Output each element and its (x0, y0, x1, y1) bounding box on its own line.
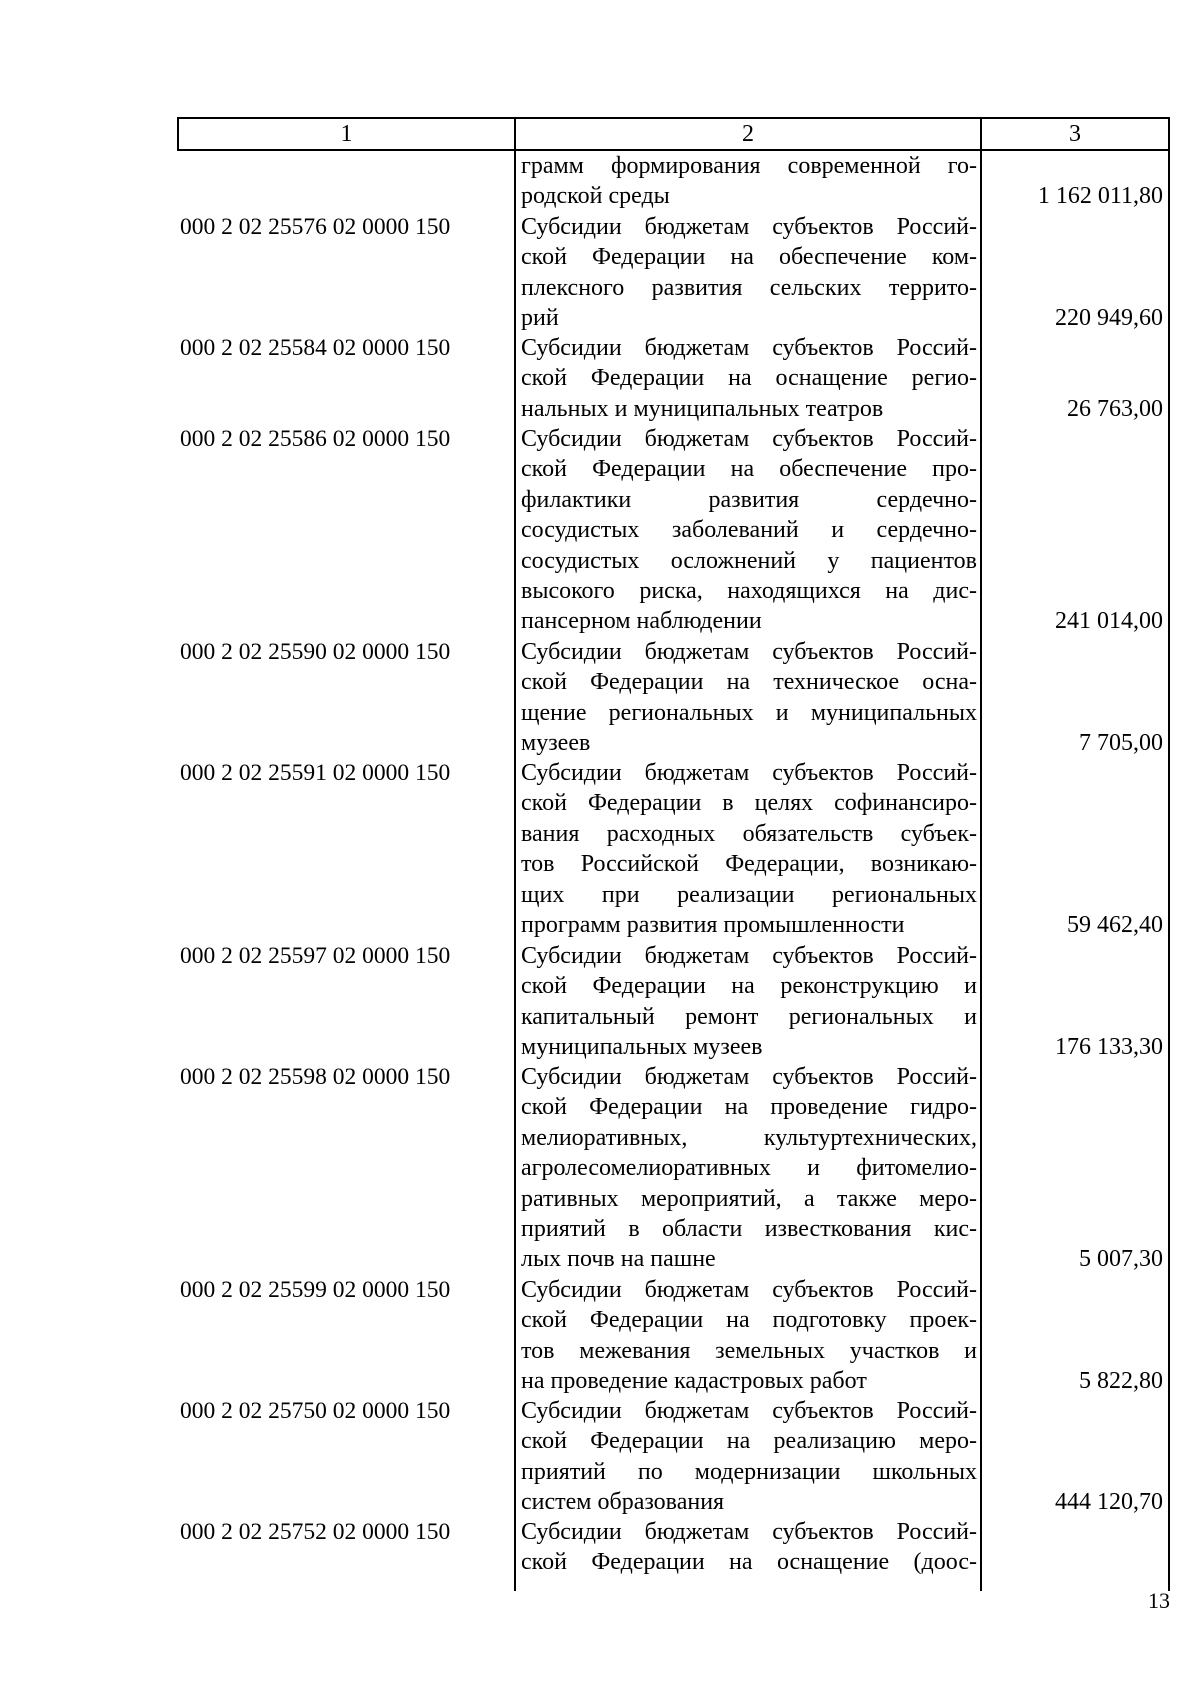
description-line: Субсидии бюджетам субъектов Россий- (521, 214, 977, 240)
description-line: плексного развития сельских террито- (521, 274, 977, 301)
description-line: ской Федерации на обеспечение ком- (521, 244, 977, 271)
row-description (521, 1396, 977, 1518)
description-line: приятий по модернизации школьных (521, 1458, 977, 1485)
description-line: ской Федерации на оснащение регио- (521, 365, 977, 392)
description-line: тов межевания земельных участков и (521, 1337, 977, 1364)
row-description (521, 1517, 977, 1578)
description-line: программ развития промышленности (521, 911, 905, 938)
description-line: Субсидии бюджетам субъектов Россий- (521, 1519, 977, 1545)
description-line: родской среды (521, 183, 670, 210)
description-line: агролесомелиоративных и фитомелио- (521, 1155, 977, 1182)
description-line: щих при реализации региональных (521, 881, 977, 908)
description-line: ской Федерации на проведение гидро- (521, 1094, 977, 1121)
description-line: Субсидии бюджетам субъектов Россий- (521, 426, 977, 452)
description-line: Субсидии бюджетам субъектов Россий- (521, 335, 977, 361)
row-description (521, 758, 977, 940)
row-amount: 220 949,60 (1055, 305, 1163, 332)
description-line: филактики развития сердечно- (521, 486, 977, 513)
row-amount: 1 162 011,80 (1037, 183, 1163, 210)
description-line: пансерном наблюдении (521, 608, 762, 635)
budget-code: 000 2 02 25752 02 0000 150 (180, 1519, 451, 1545)
row-description (521, 1062, 977, 1275)
description-line: приятий в области известкования кис- (521, 1215, 977, 1242)
description-line: Субсидии бюджетам субъектов Россий- (521, 639, 977, 665)
column-header-3: 3 (1069, 121, 1081, 147)
description-line: вания расходных обязательств субъек- (521, 820, 977, 847)
budget-code: 000 2 02 25576 02 0000 150 (180, 214, 451, 240)
description-line: ской Федерации на обеспечение про- (521, 456, 977, 483)
description-line: ской Федерации на реализацию меро- (521, 1428, 977, 1455)
description-line: сосудистых заболеваний и сердечно- (521, 517, 977, 544)
description-line: систем образования (521, 1489, 725, 1516)
description-line: щение региональных и муниципальных (521, 699, 977, 726)
budget-code: 000 2 02 25597 02 0000 150 (180, 943, 451, 969)
row-amount: 26 763,00 (1067, 395, 1163, 422)
column-divider-2 (980, 117, 982, 1591)
description-line: ской Федерации на оснащение (доос- (521, 1549, 977, 1576)
description-line: рий (521, 305, 559, 332)
budget-code: 000 2 02 25750 02 0000 150 (180, 1398, 451, 1424)
description-line: на проведение кадастровых работ (521, 1368, 867, 1395)
description-line: Субсидии бюджетам субъектов Россий- (521, 1064, 977, 1090)
row-amount: 7 705,00 (1079, 730, 1163, 757)
budget-code: 000 2 02 25584 02 0000 150 (180, 335, 451, 361)
row-description (521, 637, 977, 759)
description-line: Субсидии бюджетам субъектов Россий- (521, 1398, 977, 1424)
description-line: нальных и муниципальных театров (521, 395, 884, 422)
row-description (521, 212, 977, 334)
row-description (521, 941, 977, 1063)
description-line: музеев (521, 730, 591, 757)
row-amount: 5 007,30 (1079, 1246, 1163, 1273)
row-amount: 176 133,30 (1055, 1034, 1163, 1061)
description-line: мелиоративных, культуртехнических, (521, 1124, 977, 1151)
budget-code: 000 2 02 25586 02 0000 150 (180, 426, 451, 452)
description-line: ративных мероприятий, а также меро- (521, 1185, 977, 1212)
table-right-border (1168, 117, 1170, 1591)
row-amount: 241 014,00 (1055, 608, 1163, 635)
row-description (521, 1275, 977, 1397)
description-line: ской Федерации в целях софинансиро- (521, 790, 977, 817)
description-line: ской Федерации на техническое осна- (521, 669, 977, 696)
budget-code: 000 2 02 25590 02 0000 150 (180, 639, 451, 665)
description-line: ской Федерации на реконструкцию и (521, 973, 977, 1000)
description-line: капитальный ремонт региональных и (521, 1003, 977, 1030)
description-line: сосудистых осложнений у пациентов (521, 547, 977, 574)
column-header-1: 1 (340, 121, 353, 147)
page-number: 13 (1148, 1588, 1170, 1613)
description-line: грамм формирования современной го- (521, 153, 977, 179)
row-amount: 5 822,80 (1079, 1368, 1163, 1395)
row-amount: 59 462,40 (1067, 912, 1163, 938)
budget-code: 000 2 02 25591 02 0000 150 (180, 760, 451, 786)
row-description (521, 333, 977, 424)
description-line: лых почв на пашне (521, 1246, 716, 1273)
row-amount: 444 120,70 (1055, 1489, 1163, 1516)
budget-code: 000 2 02 25598 02 0000 150 (180, 1064, 451, 1090)
description-line: тов Российской Федерации, возникаю- (521, 851, 977, 878)
column-header-2: 2 (742, 121, 754, 147)
description-line: Субсидии бюджетам субъектов Россий- (521, 1277, 977, 1303)
description-line: Субсидии бюджетам субъектов Россий- (521, 760, 977, 786)
description-line: ской Федерации на подготовку проек- (521, 1307, 977, 1334)
description-line: муниципальных музеев (521, 1034, 763, 1061)
description-line: высокого риска, находящихся на дис- (521, 577, 977, 604)
description-line: Субсидии бюджетам субъектов Россий- (521, 943, 977, 969)
row-description (521, 151, 977, 212)
row-description (521, 424, 977, 637)
column-divider-1 (514, 117, 516, 1591)
budget-code: 000 2 02 25599 02 0000 150 (180, 1277, 451, 1303)
